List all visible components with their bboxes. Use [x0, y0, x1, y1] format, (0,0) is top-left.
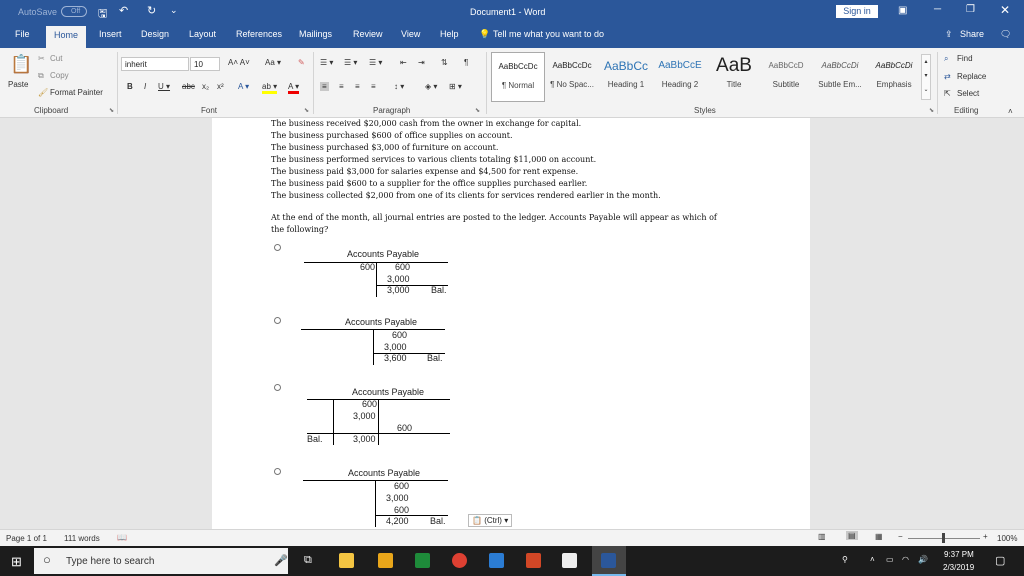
paragraph-launcher-icon[interactable]: ⬊ [475, 108, 481, 114]
option-b-radio[interactable] [274, 317, 281, 324]
show-marks-icon[interactable]: ¶ [464, 58, 469, 67]
read-mode-icon[interactable]: ▥ [818, 532, 826, 541]
increase-indent-icon[interactable]: ⇥ [418, 58, 425, 67]
paragraph-group-label: Paragraph [373, 106, 411, 115]
style-heading-1[interactable] [599, 52, 653, 102]
credit-value: 600 [394, 505, 410, 515]
style-name: Subtle Em... [818, 80, 862, 89]
option-c-radio[interactable] [274, 384, 281, 391]
font-name-input[interactable]: inherit [121, 57, 189, 71]
store-icon[interactable] [378, 553, 393, 568]
style-preview: AaBbCc [603, 59, 649, 73]
paste-icon[interactable]: 📋 [10, 54, 33, 74]
search-circle-icon: ○ [43, 552, 51, 567]
close-icon[interactable]: ✕ [1000, 3, 1011, 17]
document-area [0, 118, 1024, 529]
subscript-icon[interactable]: x₂ [202, 82, 210, 91]
tab-layout[interactable]: Layout [189, 29, 217, 39]
document-line: The business purchased $3,000 of furniture on account. [271, 143, 499, 152]
credit-value: 600 [395, 262, 411, 272]
font-color-icon[interactable]: A ▾ [288, 82, 299, 94]
web-layout-icon[interactable]: ▦ [875, 532, 883, 541]
line-spacing-icon[interactable]: ↕ ▾ [394, 82, 405, 91]
t-line [333, 399, 334, 445]
align-center-icon[interactable]: ≡ [339, 82, 344, 91]
style-preview: AaBbCcE [658, 60, 702, 71]
clock-date[interactable]: 2/3/2019 [943, 563, 975, 572]
status-bar [0, 529, 1024, 546]
document-line: The business performed services to various clients totaling $11,000 on account. [271, 155, 597, 164]
people-icon[interactable]: ⚲ [842, 555, 848, 564]
style-name: Emphasis [876, 80, 912, 89]
word-taskbar-button[interactable] [592, 546, 626, 576]
style-preview: AaBbCcDi [821, 61, 859, 70]
credit-value: 3,000 [386, 493, 409, 503]
collapse-ribbon-icon[interactable]: ˄ [1008, 107, 1013, 116]
bal-label: Bal. [430, 516, 446, 526]
mail-icon[interactable] [562, 553, 577, 568]
divider [313, 52, 314, 114]
clock-time[interactable]: 9:37 PM [944, 550, 974, 559]
style-subtitle[interactable] [759, 52, 813, 102]
debit-value: 600 [362, 399, 378, 409]
italic-icon[interactable]: I [144, 82, 147, 91]
microphone-icon[interactable]: 🎤 [274, 555, 288, 567]
align-right-icon[interactable]: ≡ [355, 82, 360, 91]
minimize-icon[interactable]: ─ [934, 4, 942, 15]
zoom-in-icon[interactable]: + [983, 532, 988, 541]
share-button[interactable]: Share [960, 29, 985, 39]
docs-icon[interactable] [489, 553, 504, 568]
paste-options-label: (Ctrl) [484, 516, 502, 525]
ribbon-display-icon[interactable]: ▣ [898, 5, 908, 16]
account-title: Accounts Payable [345, 317, 418, 327]
excel-icon[interactable] [415, 553, 430, 568]
balance-value: 3,000 [353, 434, 376, 444]
style-name: ¶ Normal [501, 81, 535, 90]
sign-in-button[interactable]: Sign in [836, 5, 878, 18]
multilevel-list-icon[interactable]: ☰ ▾ [369, 58, 383, 67]
tell-me-box[interactable]: Tell me what you want to do [493, 29, 605, 39]
select-icon: ⇱ [944, 89, 951, 98]
bold-icon[interactable]: B [127, 82, 133, 91]
cut-icon: ✂ [38, 54, 45, 63]
document-line: The business received $20,000 cash from the owner in exchange for capital. [271, 119, 582, 128]
question-text: At the end of the month, all journal entries are posted to the ledger. Accounts Payable will appear as which of [271, 213, 717, 222]
styles-launcher-icon[interactable]: ⬊ [929, 108, 935, 114]
grow-font-icon[interactable]: A˄ A˅ [228, 58, 250, 67]
powerpoint-icon[interactable] [526, 553, 541, 568]
paste-button[interactable]: Paste [8, 80, 29, 89]
font-group-label: Font [201, 106, 218, 115]
replace-icon: ⇄ [944, 72, 951, 81]
find-button[interactable]: Find [957, 54, 973, 63]
ribbon-tabs [0, 24, 1024, 48]
tab-home[interactable]: Home [46, 26, 86, 48]
style-name: Subtitle [772, 80, 800, 89]
style-preview: AaBbCcDc [498, 62, 538, 71]
document-line: The business collected $2,000 from one of its clients for services rendered earlier in the month. [271, 191, 661, 200]
strikethrough-icon[interactable]: abc [182, 82, 195, 91]
notifications-icon[interactable]: ▢ [995, 555, 1006, 567]
debit-value: 600 [360, 262, 376, 272]
tab-mailings[interactable]: Mailings [299, 29, 333, 39]
title-bar [0, 0, 1024, 24]
taskbar-search-box[interactable] [34, 548, 288, 574]
bal-label: Bal. [307, 434, 323, 444]
account-title: Accounts Payable [348, 468, 421, 478]
t-line [373, 329, 374, 365]
style-name: Heading 2 [661, 80, 699, 89]
font-size-input[interactable]: 10 [190, 57, 220, 71]
document-line: The business purchased $600 of office supplies on account. [271, 131, 513, 140]
format-painter-button[interactable]: Format Painter [50, 88, 103, 97]
replace-button[interactable]: Replace [957, 72, 987, 81]
style-normal[interactable] [491, 52, 545, 102]
credit-value: 600 [394, 481, 410, 491]
change-case-icon[interactable]: Aa ▾ [265, 58, 282, 67]
align-left-icon[interactable]: ≡ [322, 82, 327, 91]
zoom-level[interactable]: 100% [997, 534, 1018, 543]
style-preview: AaBbCcD [768, 61, 804, 70]
restore-icon[interactable]: ❐ [966, 4, 975, 15]
wifi-icon[interactable]: ◠ [902, 555, 909, 564]
tray-arrow-icon[interactable]: ˄ [870, 555, 875, 564]
font-launcher-icon[interactable]: ⬊ [304, 108, 310, 114]
style-emphasis[interactable] [867, 52, 921, 102]
style-preview: AaBbCcDc [552, 61, 592, 70]
clipboard-group-label: Clipboard [34, 106, 69, 115]
copy-button[interactable]: Copy [50, 71, 69, 80]
style-title[interactable] [707, 52, 761, 102]
credit-value: 600 [392, 330, 408, 340]
file-explorer-icon[interactable] [339, 553, 354, 568]
tab-help[interactable]: Help [440, 29, 459, 39]
copy-icon: ⧉ [38, 71, 44, 80]
task-view-icon[interactable]: ⧉ [304, 554, 312, 566]
customize-qat-icon[interactable]: ⌄ [170, 5, 178, 15]
chrome-icon[interactable] [452, 553, 467, 568]
document-page[interactable] [212, 118, 810, 529]
borders-icon[interactable]: ⊞ ▾ [449, 82, 462, 91]
tab-design[interactable]: Design [141, 29, 170, 39]
undo-icon[interactable]: ↶ [119, 5, 129, 17]
print-layout-icon[interactable]: ▤ [848, 531, 856, 540]
option-a-radio[interactable] [274, 244, 281, 251]
select-button[interactable]: Select [957, 89, 980, 98]
shading-icon[interactable]: ◈ ▾ [425, 82, 438, 91]
justify-icon[interactable]: ≡ [371, 82, 376, 91]
autosave-toggle[interactable]: Off [61, 6, 87, 17]
comments-icon[interactable]: 🗨 [1000, 29, 1012, 39]
word-icon [601, 553, 616, 568]
t-line [378, 399, 379, 445]
share-icon[interactable]: ⇪ [945, 29, 953, 39]
highlight-icon[interactable]: ab ▾ [262, 82, 277, 94]
tab-references[interactable]: References [236, 29, 283, 39]
clear-format-icon[interactable]: ✎ [298, 58, 305, 67]
bullets-icon[interactable]: ☰ ▾ [320, 58, 334, 67]
divider [486, 52, 487, 114]
redo-icon[interactable]: ↻ [147, 5, 157, 17]
balance-value: 3,600 [384, 353, 407, 363]
find-icon: ⌕ [944, 54, 949, 63]
question-text: the following? [271, 225, 329, 234]
numbering-icon[interactable]: ☰ ▾ [344, 58, 358, 67]
clipboard-launcher-icon[interactable]: ⬊ [109, 108, 115, 114]
save-icon[interactable]: 🖫 [98, 8, 108, 20]
format-painter-icon: 🖌 [38, 88, 49, 97]
windows-start-icon[interactable]: ⊞ [11, 554, 22, 569]
style-subtle-emphasis[interactable] [813, 52, 867, 102]
balance-value: 4,200 [386, 516, 409, 526]
superscript-icon[interactable]: x² [217, 82, 224, 91]
account-title: Accounts Payable [352, 387, 425, 397]
autosave-label: AutoSave [18, 7, 58, 17]
proofing-icon[interactable]: 📖 [117, 533, 127, 542]
credit-value: 3,000 [384, 342, 407, 352]
t-line [376, 262, 377, 297]
account-title: Accounts Payable [347, 249, 420, 259]
document-line: The business paid $3,000 for salaries expense and $4,500 for rent expense. [271, 167, 579, 176]
style-heading-2[interactable] [653, 52, 707, 102]
ribbon [0, 48, 1024, 118]
bal-label: Bal. [427, 353, 443, 363]
zoom-slider-thumb[interactable] [942, 533, 945, 543]
style-name: ¶ No Spac... [550, 80, 594, 89]
tab-view[interactable]: View [401, 29, 421, 39]
word-count[interactable]: 111 words [64, 534, 100, 543]
volume-icon[interactable]: 🔊 [918, 555, 928, 564]
option-d-radio[interactable] [274, 468, 281, 475]
search-placeholder: Type here to search [66, 556, 155, 567]
style-name: Title [726, 80, 742, 89]
zoom-out-icon[interactable]: − [898, 532, 903, 541]
t-line [375, 480, 376, 527]
battery-icon[interactable]: ▭ [886, 555, 894, 564]
underline-icon[interactable]: U ▾ [158, 82, 171, 91]
tab-file[interactable]: File [15, 29, 30, 39]
paste-options-button[interactable]: 📋 (Ctrl) ▾ [468, 514, 512, 527]
sort-icon[interactable]: ⇅ [441, 58, 448, 67]
page-count[interactable]: Page 1 of 1 [6, 534, 47, 543]
document-line: The business paid $600 to a supplier for the office supplies purchased earlier. [271, 179, 588, 188]
styles-scroll-icon[interactable]: ▴ ▾ ⌄ [921, 54, 931, 100]
text-effects-icon[interactable]: A ▾ [238, 82, 250, 91]
style-no-spacing[interactable] [545, 52, 599, 102]
bal-label: Bal. [431, 285, 447, 295]
t-line [307, 433, 450, 434]
style-preview: AaB [716, 55, 752, 76]
style-preview: AaBbCcDi [875, 61, 913, 70]
tell-me-icon[interactable]: 💡 [479, 29, 491, 39]
tab-review[interactable]: Review [353, 29, 383, 39]
taskbar [0, 546, 1024, 576]
cut-button[interactable]: Cut [50, 54, 63, 63]
divider [117, 52, 118, 114]
divider [937, 52, 938, 114]
credit-value: 600 [397, 423, 413, 433]
tab-insert[interactable]: Insert [99, 29, 122, 39]
document-title: Document1 - Word [470, 7, 546, 17]
styles-group-label: Styles [694, 106, 716, 115]
credit-value: 3,000 [387, 274, 410, 284]
style-name: Heading 1 [607, 80, 645, 89]
balance-value: 3,000 [387, 285, 410, 295]
decrease-indent-icon[interactable]: ⇤ [400, 58, 407, 67]
debit-value: 3,000 [353, 411, 376, 421]
editing-group-label: Editing [954, 106, 979, 115]
